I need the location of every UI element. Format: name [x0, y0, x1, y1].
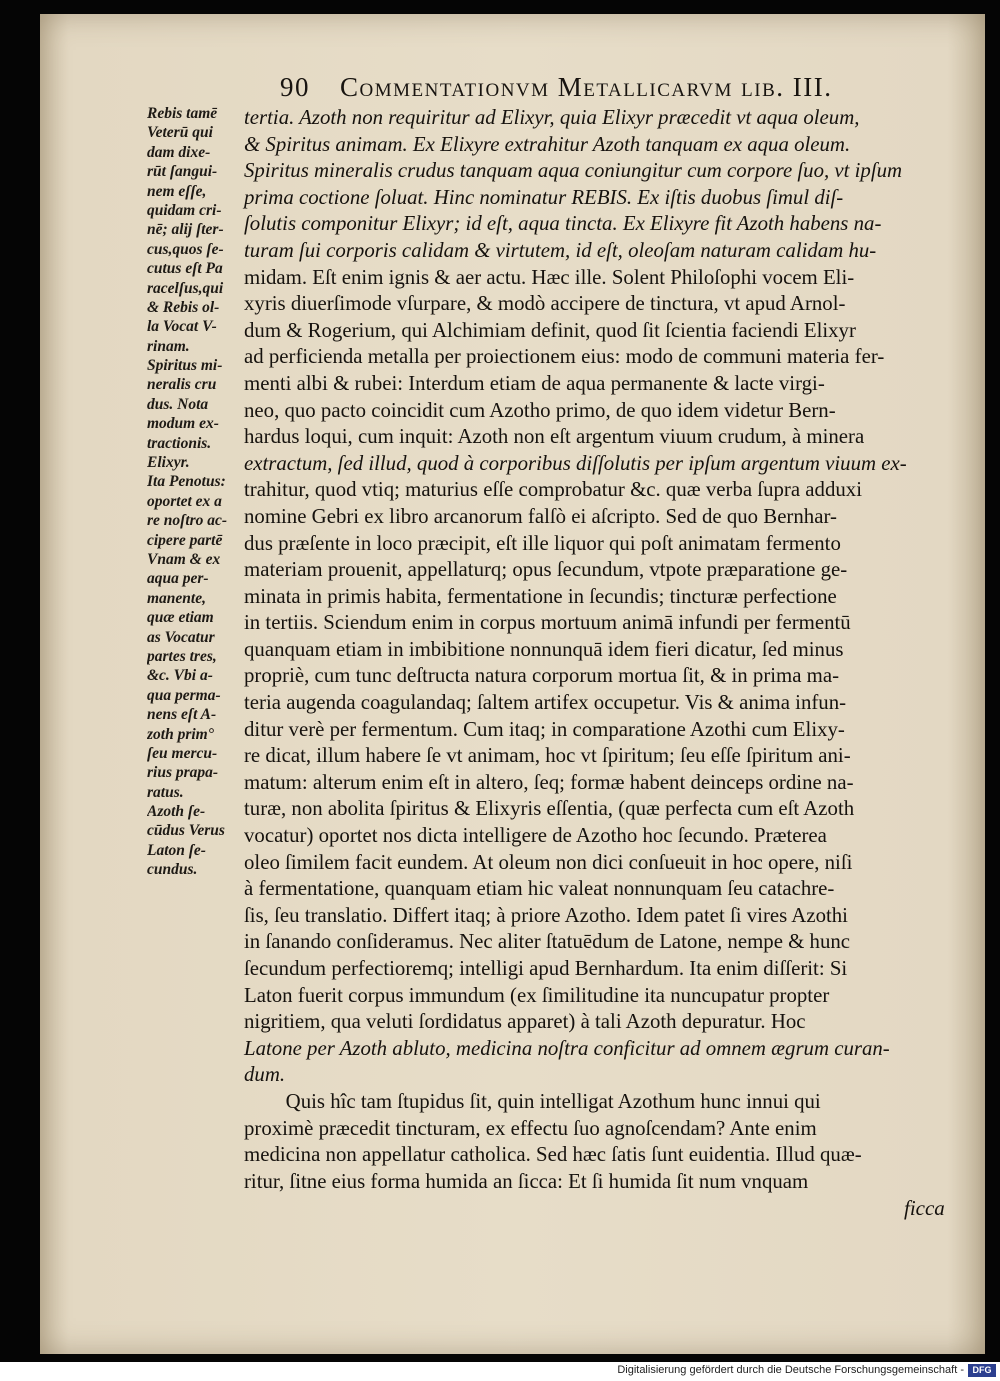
text-line: re dicat, illum habere ſe vt animam, hoc vt ſpiritum; ſeu eſſe ſpiritum ani- — [244, 743, 851, 768]
running-title: Commentationvm Metallicarvm lib. III. — [340, 72, 833, 102]
text-line: in tertiis. Sciendum enim in corpus mortuum animā infundi per fermentū — [244, 610, 851, 635]
body-text — [244, 104, 964, 1194]
text-line: tertia. Azoth non requiritur ad Elixyr, quia Elixyr præcedit vt aqua oleum, — [244, 105, 860, 129]
margin-note-line: nem eſſe, — [147, 182, 207, 200]
text-line: nigritiem, qua veluti ſordidatus apparet) à tali Azoth depuratur. Hoc — [244, 1009, 806, 1034]
margin-note-line: & Rebis ol- — [147, 298, 220, 316]
margin-note-line: cus,quos ſe- — [147, 240, 224, 258]
text-line: oleo ſimilem facit eundem. At oleum non dici conſueuit in hoc opere, niſi — [244, 849, 853, 874]
text-line: quanquam etiam in imbibitione nonnunquā idem fieri dicatur, ſed minus — [244, 636, 844, 661]
text-line: matum: alterum enim eſt in altero, ſeq; formæ habent deinceps ordine na- — [244, 769, 854, 794]
text-line: materiam prouenit, appellaturq; opus ſecundum, vtpote præparatione ge- — [244, 557, 848, 582]
funding-notice: Digitalisierung gefördert durch die Deutsche Forschungsgemeinschaft - — [617, 1364, 964, 1376]
margin-note-line: Ita Penotus: — [147, 473, 226, 491]
footer-bar — [0, 1362, 1000, 1381]
margin-note-line: ſeu mercu- — [147, 744, 218, 762]
text-line: prima coctione ſoluat. Hinc nominatur REBIS. Ex iſtis duobus ſimul diſ- — [244, 184, 844, 209]
text-line: in ſanando conſideramus. Nec aliter ſtatuēdum de Latone, nempe & hunc — [244, 929, 851, 954]
text-line: vocatur) oportet nos dicta intelligere de Azotho hoc ſecundo. Præterea — [244, 823, 827, 848]
margin-note-line: nens eſt A- — [147, 706, 217, 724]
text-line: dus præſente in loco præcipit, eſt ille liquor qui poſt animatam fermento — [244, 530, 841, 555]
margin-note-line: aqua per- — [147, 570, 209, 588]
margin-note-line: rius prapa- — [147, 764, 219, 782]
margin-note-line: Elixyr. — [147, 454, 190, 472]
margin-note-line: dam dixe- — [147, 143, 211, 161]
margin-note-line: qua perma- — [147, 686, 221, 704]
margin-notes — [147, 104, 247, 880]
margin-note-line: cipere partē — [147, 531, 223, 549]
text-line: ad perficienda metalla per proiectionem eius: modo de communi materia fer- — [244, 344, 885, 369]
text-line: neo, quo pacto coincidit cum Azotho primo, de quo idem videtur Bern- — [244, 397, 836, 422]
text-line: midam. Eſt enim ignis & aer actu. Hæc ille. Solent Philoſophi vocem Eli- — [244, 264, 855, 289]
margin-note-line: Rebis tamē — [147, 105, 218, 122]
text-line: nomine Gebri ex libro arcanorum falſò ei aſcripto. Sed de quo Bernhar- — [244, 503, 837, 528]
margin-note-line: modum ex- — [147, 415, 219, 433]
margin-note-line: &c. Vbi a- — [147, 667, 213, 685]
margin-note-line: Laton ſe- — [147, 841, 206, 859]
text-line: & Spiritus animam. Ex Elixyre extrahitur Azoth tanquam ex aqua oleum. — [244, 131, 851, 156]
text-line: turæ, non abolita ſpiritus & Elixyris eſſentia, (quæ perfecta cum eſt Azoth — [244, 796, 855, 821]
margin-note-line: cundus. — [147, 861, 198, 879]
text-line: Laton fuerit corpus immundum (ex ſimilitudine ita nuncupatur propter — [244, 982, 830, 1007]
text-line: Spiritus mineralis crudus tanquam aqua coniungitur cum corpore ſuo, vt ipſum — [244, 158, 903, 183]
text-line: medicina non appellatur catholica. Sed hæc ſatis ſunt euidentia. Illud quæ- — [244, 1142, 862, 1167]
text-line: ſolutis componitur Elixyr; id eſt, aqua tincta. Ex Elixyre fit Azoth habens na- — [244, 211, 882, 236]
page-header — [280, 72, 940, 108]
margin-note-line: Azoth ſe- — [147, 803, 206, 821]
margin-note-line: cūdus Verus — [147, 822, 225, 840]
margin-note-line: oportet ex a — [147, 492, 222, 510]
margin-note-line: Spiritus mi- — [147, 357, 223, 375]
text-line: extractum, ſed illud, quod à corporibus diſſolutis per ipſum argentum viuum ex- — [244, 450, 907, 475]
text-line: dum. — [244, 1062, 286, 1087]
margin-note-line: partes tres, — [147, 647, 217, 665]
margin-note-line: tractionis. — [147, 434, 212, 452]
margin-note-line: quæ etiam — [147, 609, 214, 627]
text-line: ſis, ſeu translatio. Differt itaq; à priore Azotho. Idem patet ſi vires Azothi — [244, 902, 848, 927]
margin-note-line: neralis cru — [147, 376, 217, 394]
margin-note-line: racelſus,qui — [147, 279, 224, 297]
page-number: 90 — [280, 72, 310, 102]
margin-note-line: dus. Nota — [147, 395, 209, 413]
text-line: proximè præcedit tincturam, ex effectu ſuo agnoſcendam? Ante enim — [244, 1115, 817, 1140]
text-line: turam ſui corporis calidam & virtutem, id eſt, oleoſam naturam calidam hu- — [244, 237, 877, 262]
text-line: trahitur, quod vtiq; maturius eſſe comprobatur &c. quæ verba ſupra adduxi — [244, 477, 862, 502]
margin-note-line: rinam. — [147, 337, 190, 355]
catchword: ficca — [904, 1196, 945, 1220]
text-line: Quis hîc tam ſtupidus ſit, quin intelligat Azothum hunc innui qui — [285, 1088, 821, 1113]
text-line: teria augenda coagulandaq; ſaltem artifex occupetur. Vis & anima infun- — [244, 690, 847, 715]
text-line: xyris diuerſimode vſurpare, & modò accipere de tinctura, vt apud Arnol- — [244, 291, 846, 316]
margin-note-line: manente, — [147, 589, 206, 607]
margin-note-line: cutus eſt Pa — [147, 260, 223, 278]
text-line: ritur, ſitne eius forma humida an ſicca: Et ſi humida ſit num vnquam — [244, 1168, 809, 1193]
margin-note-line: nē; alij ſter- — [147, 221, 224, 239]
text-line: dum & Rogerium, qui Alchimiam definit, quod ſit ſcientia faciendi Elixyr — [244, 317, 856, 342]
margin-note-line: Vnam & ex — [147, 550, 221, 568]
text-line: ſecundum perfectioremq; intelligi apud Bernhardum. Ita enim diſſerit: Si — [244, 956, 848, 980]
margin-note-line: zoth prim° — [147, 725, 214, 743]
margin-note-line: la Vocat V- — [147, 318, 217, 336]
margin-note-line: rūt ſangui- — [147, 163, 218, 181]
margin-note-line: Veterū qui — [147, 124, 213, 142]
margin-note-line: as Vocatur — [147, 628, 215, 646]
margin-note-line: quidam cri- — [147, 201, 222, 219]
margin-note-line: re noſtro ac- — [147, 512, 228, 530]
text-line: menti albi & rubei: Interdum etiam de aqua permanente & lacte virgi- — [244, 370, 825, 395]
text-line: à fermentatione, quanquam etiam hic valeat nonnunquam ſeu catachre- — [244, 876, 835, 901]
margin-note-line: ratus. — [147, 783, 184, 801]
text-line: hardus loqui, cum inquit: Azoth non eſt argentum viuum crudum, à minera — [244, 424, 865, 449]
text-line: ditur verè per fermentum. Cum itaq; in comparatione Azothi cum Elixy- — [244, 716, 845, 741]
text-line: Latone per Azoth abluto, medicina noſtra conficitur ad omnem ægrum curan- — [244, 1035, 890, 1060]
text-line: propriè, cum tunc deſtructa natura corporum mortua ſit, & in prima ma- — [244, 663, 840, 688]
dfg-logo: DFG — [968, 1364, 996, 1377]
text-line: minata in primis habita, fermentatione in ſecundis; tincturæ perfectione — [244, 583, 837, 608]
